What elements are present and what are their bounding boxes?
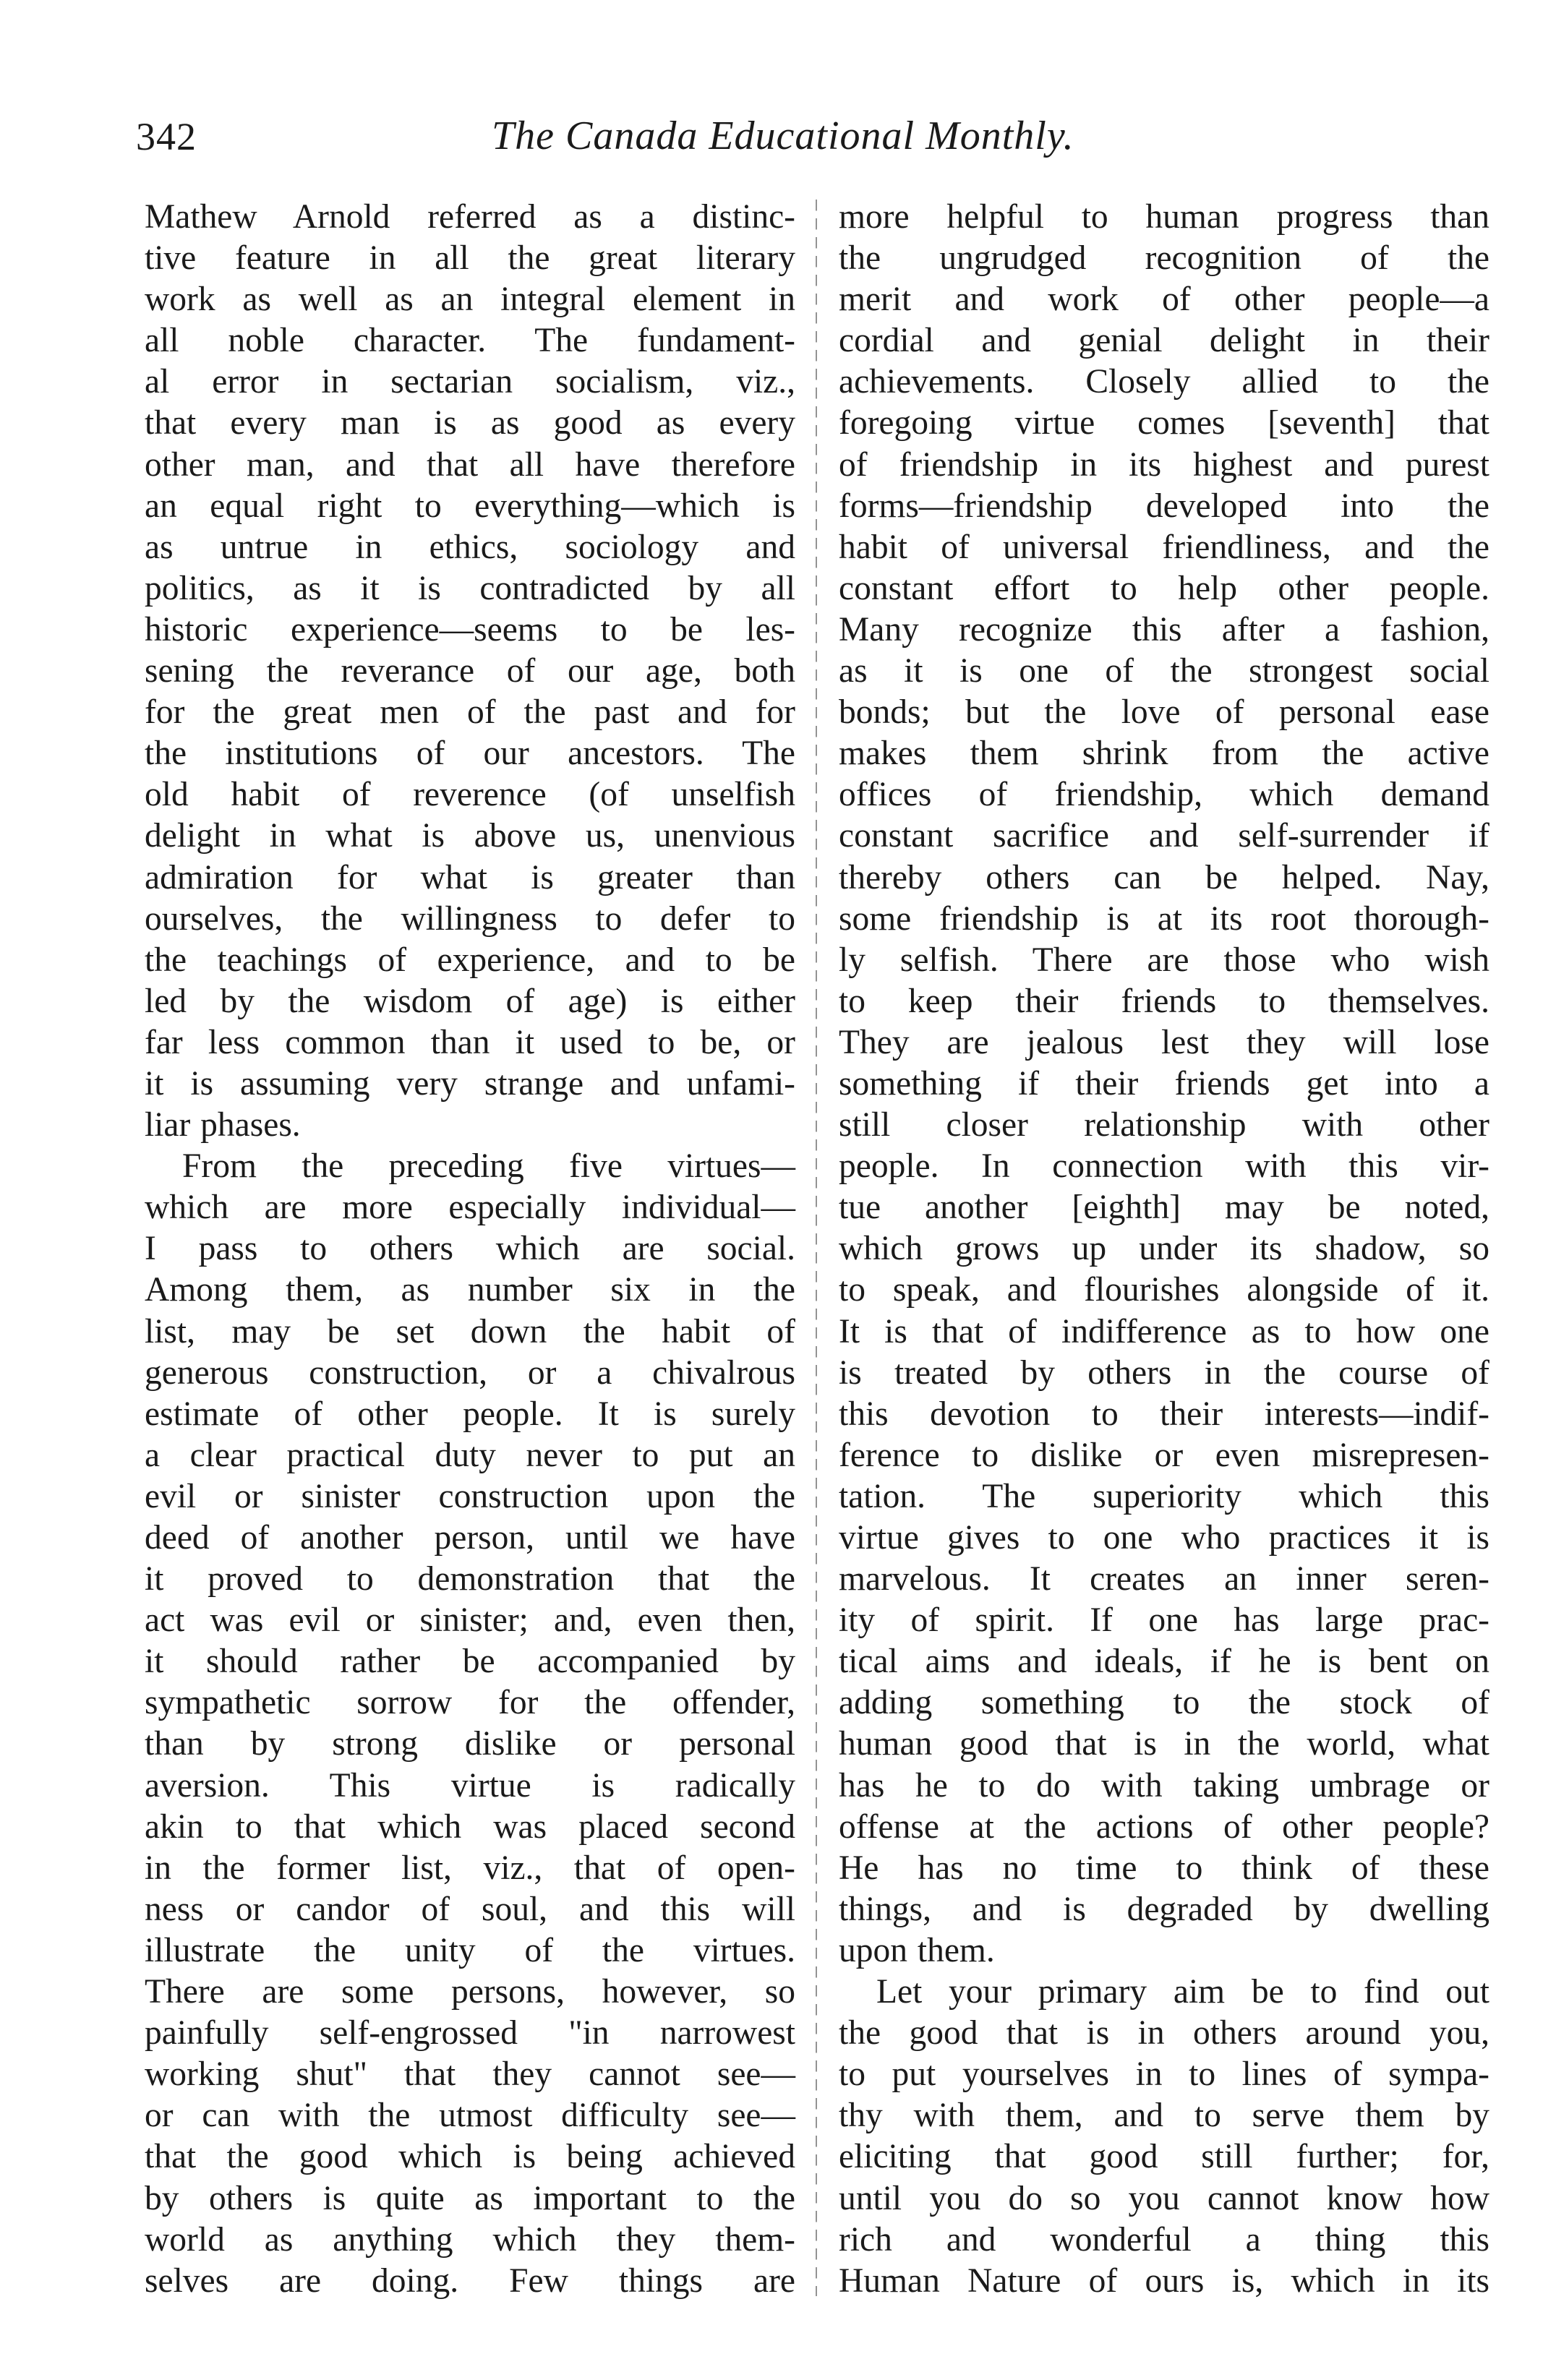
text-line: evil or sinister construction upon the [145, 1477, 795, 1515]
text-line: the good that is in others around you, [839, 2014, 1489, 2052]
text-line: merit and work of other people—a [839, 281, 1489, 319]
text-line: world as anything which they them- [145, 2220, 795, 2259]
text-line: There are some persons, however, so [145, 1973, 795, 2011]
text-line: the ungrudged recognition of the [839, 239, 1489, 278]
text-line: of friendship in its highest and purest [839, 445, 1489, 484]
text-line: marvelous. It creates an inner seren- [839, 1560, 1489, 1598]
text-line: which are more especially individual— [145, 1189, 795, 1227]
text-line: something if their friends get into a [839, 1064, 1489, 1103]
text-line: by others is quite as important to the [145, 2179, 795, 2217]
text-line: tue another [eighth] may be noted, [839, 1189, 1489, 1227]
text-line: achievements. Closely allied to the [839, 363, 1489, 401]
text-line: historic experience—seems to be les- [145, 610, 795, 648]
text-line: ference to dislike or even misrepresen- [839, 1436, 1489, 1474]
text-line: Human Nature of ours is, which in its [839, 2261, 1489, 2300]
text-line: that the good which is being achieved [145, 2138, 795, 2176]
text-line: work as well as an integral element in [145, 281, 795, 319]
text-line: working shut" that they cannot see— [145, 2055, 795, 2094]
running-head: The Canada Educational Monthly. [492, 114, 1074, 158]
text-line: generous construction, or a chivalrous [145, 1353, 795, 1392]
column-rule [816, 200, 817, 2296]
text-line: or can with the utmost difficulty see— [145, 2097, 795, 2135]
text-line: rich and wonderful a thing this [839, 2220, 1489, 2259]
text-line: far less common than it used to be, or [145, 1023, 795, 1061]
text-line: ness or candor of soul, and this will [145, 1890, 795, 1928]
text-line: eliciting that good still further; for, [839, 2138, 1489, 2176]
text-line: al error in sectarian socialism, viz., [145, 363, 795, 401]
text-line: adding something to the stock of [839, 1684, 1489, 1722]
text-line: to speak, and flourishes alongside of it. [839, 1271, 1489, 1309]
text-line: tation. The superiority which this [839, 1477, 1489, 1515]
right-column [839, 197, 1489, 2302]
text-line: ly selfish. There are those who wish [839, 941, 1489, 979]
text-line: some friendship is at its root thorough- [839, 899, 1489, 938]
text-line: akin to that which was placed second [145, 1807, 795, 1846]
text-line: until you do so you cannot know how [839, 2179, 1489, 2217]
text-line: habit of universal friendliness, and the [839, 528, 1489, 566]
text-line: more helpful to human progress than [839, 198, 1489, 236]
text-line: liar phases. [145, 1106, 301, 1144]
text-line: that every man is as good as every [145, 404, 795, 442]
text-line: admiration for what is greater than [145, 858, 795, 896]
text-line: estimate of other people. It is surely [145, 1395, 795, 1433]
text-line: virtue gives to one who practices it is [839, 1519, 1489, 1557]
text-line: ity of spirit. If one has large prac- [839, 1601, 1489, 1640]
text-line: They are jealous lest they will lose [839, 1023, 1489, 1061]
text-line: act was evil or sinister; and, even then, [145, 1601, 795, 1640]
text-line: still closer relationship with other [839, 1106, 1489, 1144]
text-line: He has no time to think of these [839, 1849, 1489, 1887]
text-line: to put yourselves in to lines of sympa- [839, 2055, 1489, 2094]
text-line: offense at the actions of other people? [839, 1807, 1489, 1846]
text-line: thy with them, and to serve them by [839, 2097, 1489, 2135]
text-line: an equal right to everything—which is [145, 487, 795, 525]
text-line: as it is one of the strongest social [839, 652, 1489, 690]
text-line: led by the wisdom of age) is either [145, 982, 795, 1020]
text-line: list, may be set down the habit of [145, 1312, 795, 1350]
text-line: old habit of reverence (of unselfish [145, 776, 795, 814]
text-line: than by strong dislike or personal [145, 1725, 795, 1763]
text-line: to keep their friends to themselves. [839, 982, 1489, 1020]
text-line: human good that is in the world, what [839, 1725, 1489, 1763]
text-line: which grows up under its shadow, so [839, 1230, 1489, 1268]
text-line: a clear practical duty never to put an [145, 1436, 795, 1474]
text-line: Mathew Arnold referred as a distinc- [145, 198, 795, 236]
text-line: tical aims and ideals, if he is bent on [839, 1643, 1489, 1681]
text-line: it is assuming very strange and unfami- [145, 1064, 795, 1103]
text-line: all noble character. The fundament- [145, 322, 795, 360]
text-line: the teachings of experience, and to be [145, 941, 795, 979]
text-line: for the great men of the past and for [145, 693, 795, 732]
text-line: things, and is degraded by dwelling [839, 1890, 1489, 1928]
text-line: in the former list, viz., that of open- [145, 1849, 795, 1887]
text-line: ourselves, the willingness to defer to [145, 899, 795, 938]
text-line: painfully self-engrossed "in narrowest [145, 2014, 795, 2052]
text-line: I pass to others which are social. [145, 1230, 795, 1268]
left-column [145, 197, 795, 2302]
text-line: illustrate the unity of the virtues. [145, 1931, 795, 1969]
text-line: selves are doing. Few things are [145, 2261, 795, 2300]
text-line: forms—friendship developed into the [839, 487, 1489, 525]
text-line: offices of friendship, which demand [839, 776, 1489, 814]
text-line: upon them. [839, 1931, 995, 1969]
text-line: tive feature in all the great literary [145, 239, 795, 278]
text-line: politics, as it is contradicted by all [145, 569, 795, 607]
text-line: aversion. This virtue is radically [145, 1766, 795, 1805]
text-line: the institutions of our ancestors. The [145, 735, 795, 773]
page-number: 342 [136, 115, 197, 158]
text-line: Let your primary aim be to find out [876, 1973, 1489, 2011]
text-line: Among them, as number six in the [145, 1271, 795, 1309]
text-line: people. In connection with this vir- [839, 1147, 1489, 1186]
text-line: as untrue in ethics, sociology and [145, 528, 795, 566]
text-line: It is that of indifference as to how one [839, 1312, 1489, 1350]
text-line: sympathetic sorrow for the offender, [145, 1684, 795, 1722]
text-line: has he to do with taking umbrage or [839, 1766, 1489, 1805]
text-line: is treated by others in the course of [839, 1353, 1489, 1392]
text-line: constant effort to help other people. [839, 569, 1489, 607]
text-line: sening the reverance of our age, both [145, 652, 795, 690]
text-line: makes them shrink from the active [839, 735, 1489, 773]
text-line: this devotion to their interests—indif- [839, 1395, 1489, 1433]
text-line: bonds; but the love of personal ease [839, 693, 1489, 732]
text-line: cordial and genial delight in their [839, 322, 1489, 360]
text-line: deed of another person, until we have [145, 1519, 795, 1557]
text-line: thereby others can be helped. Nay, [839, 858, 1489, 896]
text-line: it proved to demonstration that the [145, 1560, 795, 1598]
text-line: other man, and that all have therefore [145, 445, 795, 484]
text-line: delight in what is above us, unenvious [145, 817, 795, 855]
text-line: constant sacrifice and self-surrender if [839, 817, 1489, 855]
text-line: Many recognize this after a fashion, [839, 610, 1489, 648]
text-line: it should rather be accompanied by [145, 1643, 795, 1681]
text-line: foregoing virtue comes [seventh] that [839, 404, 1489, 442]
text-line: From the preceding five virtues— [182, 1147, 795, 1186]
